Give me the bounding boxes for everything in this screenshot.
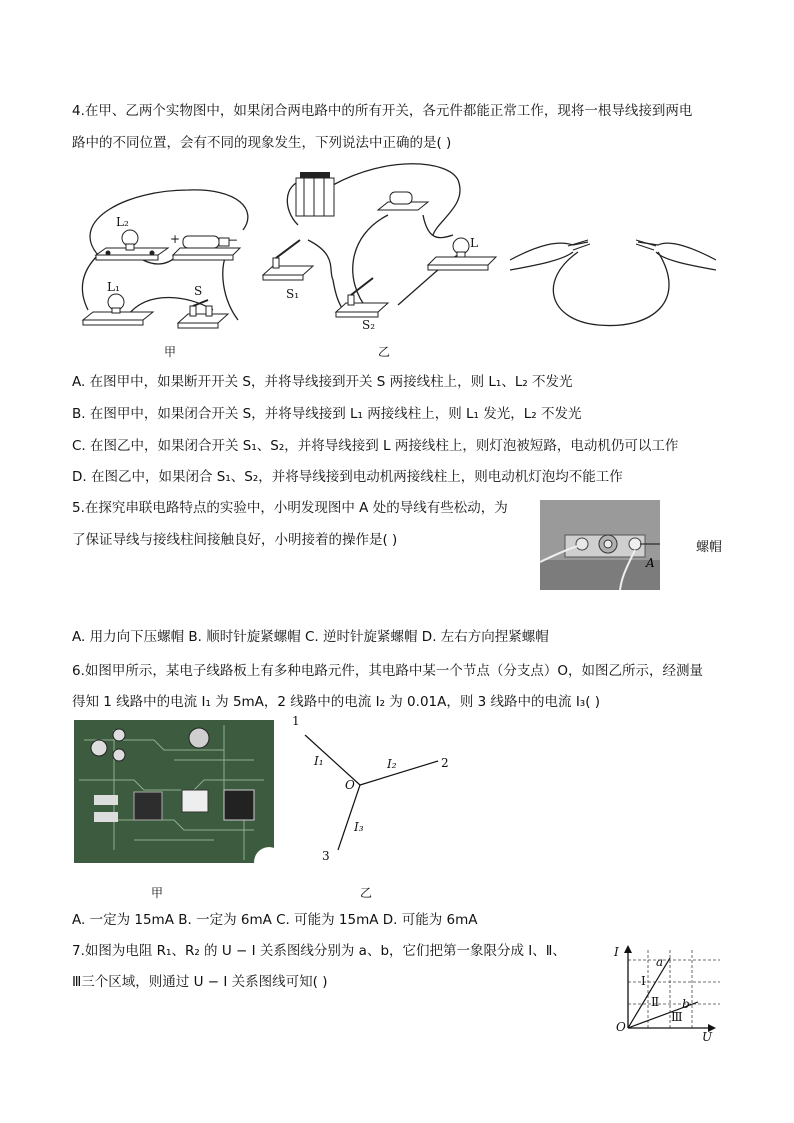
q4-stem-line2: 路中的不同位置，会有不同的现象发生，下列说法中正确的是( ) (72, 135, 452, 151)
q6-stem-line2: 得知 1 线路中的电流 I₁ 为 5mA，2 线路中的电流 I₂ 为 0.01A，则 3 线路中的电流 I₃( ) (72, 694, 601, 710)
q5-terminal-photo (540, 500, 660, 590)
label-region-3: Ⅲ (671, 1010, 683, 1024)
label-line-b: b (682, 997, 690, 1011)
label-node-1: 1 (292, 714, 300, 728)
lamp-l2 (96, 230, 168, 260)
q4-option-a: A. 在图甲中，如果断开开关 S，并将导线接到开关 S 两接线柱上，则 L₁、L₂ 不发光 (72, 374, 573, 390)
label-a: A (646, 556, 655, 570)
label-s1: S₁ (286, 287, 300, 301)
label-line-a: a (656, 955, 664, 969)
battery-yi (296, 172, 334, 216)
label-axis-u: U (702, 1030, 713, 1044)
hands-wire-illustration (510, 240, 716, 326)
label-l2: L₂ (116, 215, 129, 229)
switch-s2 (336, 278, 388, 317)
label-s2: S₂ (362, 318, 376, 332)
label-plus: + (170, 232, 181, 246)
label-q6-jia: 甲 (151, 886, 164, 900)
label-yi: 乙 (378, 345, 391, 359)
label-origin: O (616, 1020, 626, 1034)
q6-options: A. 一定为 15mA B. 一定为 6mA C. 可能为 15mA D. 可能为 6mA (72, 912, 478, 928)
q7-stem-line1: 7.如图为电阻 R₁、R₂ 的 U − I 关系图线分别为 a、b，它们把第一象限分成 Ⅰ、Ⅱ、 (72, 943, 566, 959)
label-minus: − (228, 233, 239, 247)
q6-node-diagram (290, 715, 470, 870)
label-l1: L₁ (107, 280, 120, 294)
q4-option-b: B. 在图甲中，如果闭合开关 S，并将导线接到 L₁ 两接线柱上，则 L₁ 发光，L₂ 不发光 (72, 406, 582, 422)
switch-s1 (263, 240, 313, 280)
q5-stem-line2: 了保证导线与接线柱间接触良好，小明接着的操作是( ) (72, 532, 398, 548)
label-l: L (470, 236, 478, 250)
q4-circuit-figure (68, 160, 718, 360)
lamp-l (428, 238, 496, 270)
label-region-1: Ⅰ (641, 974, 646, 988)
q6-stem-line1: 6.如图甲所示，某电子线路板上有多种电路元件，其电路中某一个节点（分支点）O，如图乙所示，经测量 (72, 663, 704, 679)
q4-option-d: D. 在图乙中，如果闭合 S₁、S₂，并将导线接到电动机两接线柱上，则电动机灯泡均不能工作 (72, 469, 623, 485)
lamp-l1 (83, 294, 153, 325)
label-i2: I₂ (387, 757, 397, 771)
label-node-3: 3 (322, 849, 330, 863)
motor-yi (378, 192, 428, 210)
q5-options: A. 用力向下压螺帽 B. 顺时针旋紧螺帽 C. 逆时针旋紧螺帽 D. 左右方向捏紧螺帽 (72, 629, 549, 645)
q4-stem-line1: 4.在甲、乙两个实物图中，如果闭合两电路中的所有开关，各元件都能正常工作，现将一根导线接到两电 (72, 103, 693, 119)
label-region-2: Ⅱ (651, 995, 660, 1009)
label-node-2: 2 (441, 756, 449, 770)
q4-option-c: C. 在图乙中，如果闭合开关 S₁、S₂，并将导线接到 L 两接线柱上，则灯泡被短路，电动机仍可以工作 (72, 438, 679, 454)
label-nut: 螺帽 (696, 540, 723, 555)
label-node-o: O (345, 778, 355, 792)
q7-stem-line2: Ⅲ三个区域，则通过 U − I 关系图线可知( ) (72, 974, 328, 990)
label-i1: I₁ (314, 754, 324, 768)
q6-circuit-board-photo (74, 720, 274, 863)
label-q6-yi: 乙 (360, 886, 373, 900)
label-s: S (194, 284, 203, 298)
q5-stem-line1: 5.在探究串联电路特点的实验中，小明发现图中 A 处的导线有些松动，为 (72, 500, 508, 516)
label-i3: I₃ (354, 820, 364, 834)
label-axis-i: I (614, 945, 619, 959)
label-jia: 甲 (164, 345, 177, 359)
